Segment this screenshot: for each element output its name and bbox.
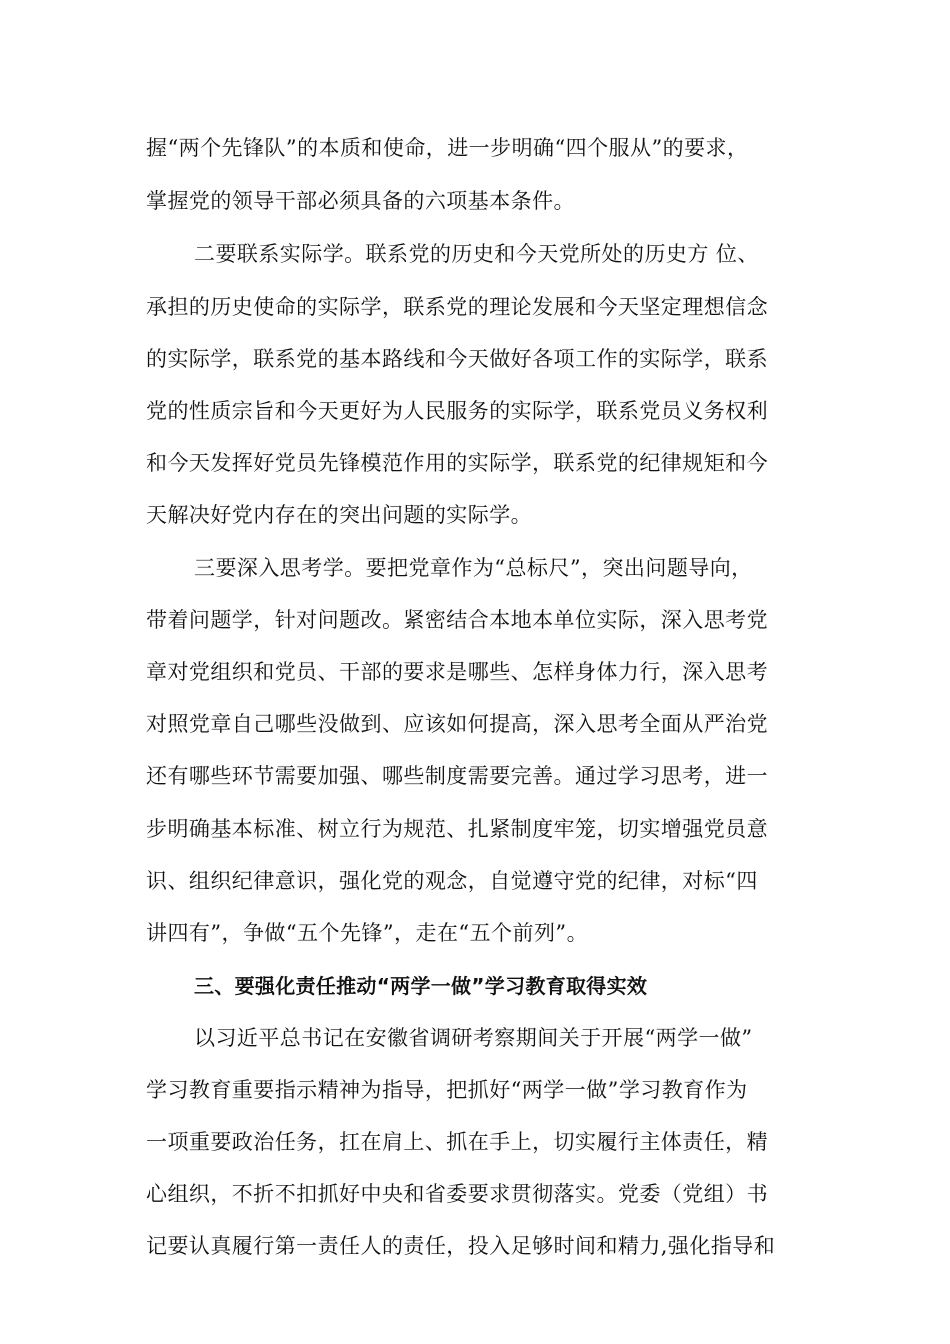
paragraph-start-line: 二要联系实际学。联系党的历史和今天党所处的历史方 位、 — [194, 242, 759, 266]
text-line: 章对党组织和党员、干部的要求是哪些、怎样身体力行，深入思考 — [146, 660, 769, 684]
text-line: 一项重要政治任务，扛在肩上、抓在手上，切实履行主体责任，精 — [146, 1130, 769, 1154]
text-line: 带着问题学，针对问题改。紧密结合本地本单位实际，深入思考党 — [146, 608, 769, 632]
paragraph-start-line: 三要深入思考学。要把党章作为“总标尺”，突出问题导向， — [194, 556, 753, 580]
text-line: 掌握党的领导干部必须具备的六项基本条件。 — [146, 189, 575, 213]
text-line: 讲四有”，争做“五个先锋”，走在“五个前列”。 — [146, 921, 589, 945]
text-line: 的实际学，联系党的基本路线和今天做好各项工作的实际学，联系 — [146, 347, 769, 371]
text-line: 和今天发挥好党员先锋模范作用的实际学，联系党的纪律规矩和今 — [146, 451, 769, 475]
text-line: 党的性质宗旨和今天更好为人民服务的实际学，联系党员义务权利 — [146, 399, 769, 423]
text-line: 心组织，不折不扣抓好中央和省委要求贯彻落实。党委（党组）书 — [146, 1182, 769, 1206]
text-line: 承担的历史使命的实际学，联系党的理论发展和今天坚定理想信念 — [146, 295, 769, 319]
text-line: 步明确基本标准、树立行为规范、扎紧制度牢笼，切实增强党员意 — [146, 817, 769, 841]
text-line: 记要认真履行第一责任人的责任，投入足够时间和精力,强化指导和 — [146, 1234, 776, 1258]
text-line: 天解决好党内存在的突出问题的实际学。 — [146, 503, 533, 527]
text-line: 还有哪些环节需要加强、哪些制度需要完善。通过学习思考，进一 — [146, 764, 769, 788]
paragraph-start-line: 以习近平总书记在安徽省调研考察期间关于开展“两学一做” — [194, 1026, 753, 1050]
text-line: 学习教育重要指示精神为指导，把抓好“两学一做”学习教育作为 — [146, 1078, 748, 1102]
text-line: 握“两个先锋队”的本质和使命，进一步明确“四个服从”的要求， — [146, 136, 749, 160]
text-line: 对照党章自己哪些没做到、应该如何提高，深入思考全面从严治党 — [146, 712, 769, 736]
text-line: 识、组织纪律意识，强化党的观念，自觉遵守党的纪律，对标“四 — [146, 869, 758, 893]
section-heading: 三、要强化责任推动“两学一做”学习教育取得实效 — [194, 974, 648, 998]
